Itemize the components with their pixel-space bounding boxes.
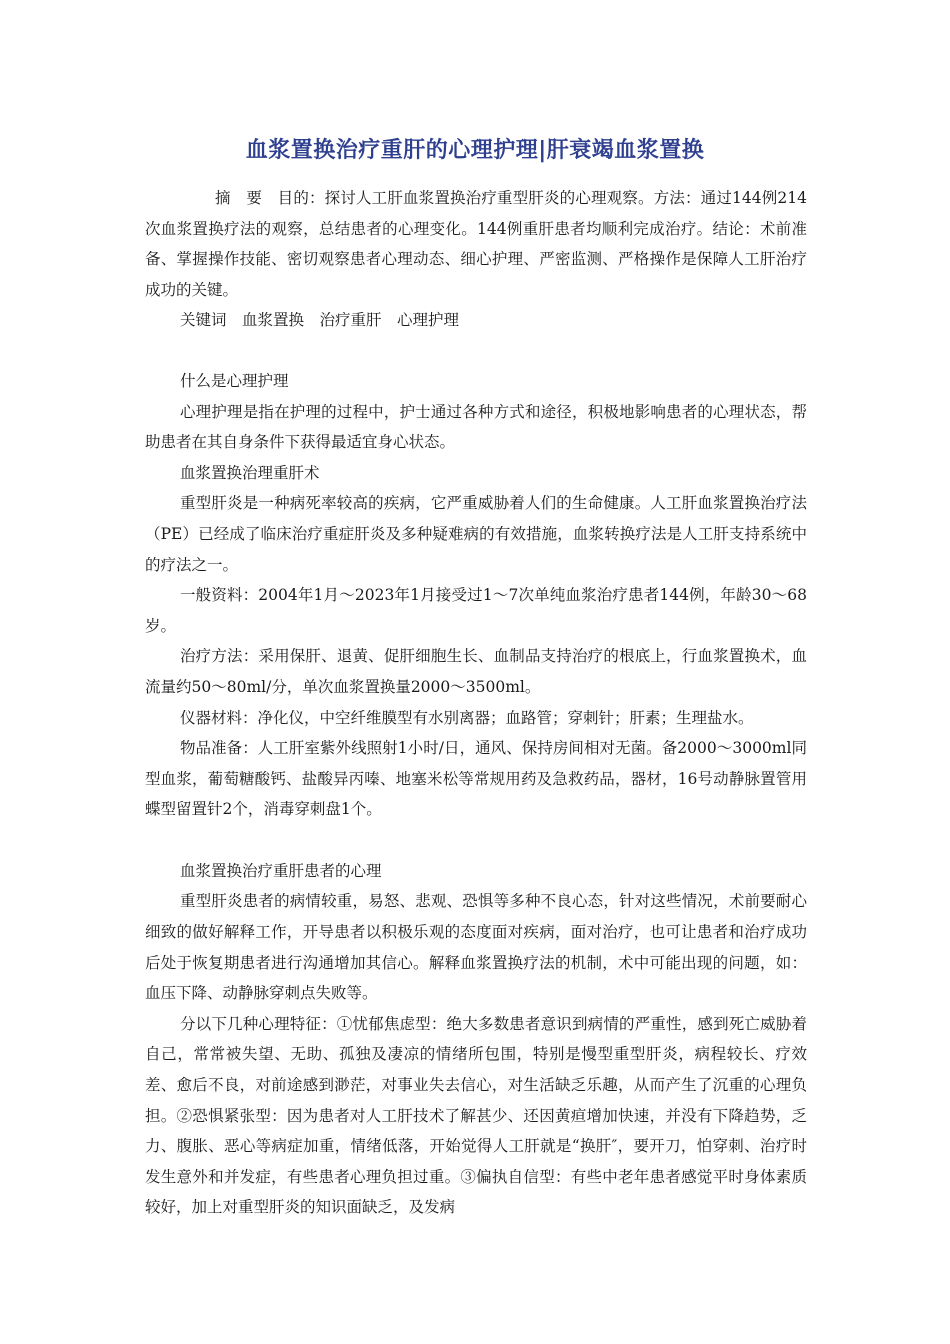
section-paragraph-characteristics: 分以下几种心理特征：①忧郁焦虑型：绝大多数患者意识到病情的严重性，感到死亡威胁着自己，常常被失望、无助、孤独及凄凉的情绪所包围，特别是慢型重型肝炎，病程较长、疗效差、愈后不良，对前途感到渺茫，对事业失去信心，对生活缺乏乐趣，从而产生了沉重的心理负担。②恐惧紧张型：因为患者对人工肝技术了解甚少、还因黄疸增加快速，并没有下降趋势，乏力、腹胀、恶心等病症加重，情绪低落，开始觉得人工肝就是“换肝″，要开刀，怕穿刺、治疗时发生意外和并发症，有些患者心理负担过重。③偏执自信型：有些中老年患者感觉平时身体素质较好，加上对重型肝炎的知识面缺乏，及发病	[145, 1014, 807, 1217]
document-body	[145, 183, 807, 1223]
section-paragraph: 心理护理是指在护理的过程中，护士通过各种方式和途径，积极地影响患者的心理状态，帮助患者在其自身条件下获得最适宜身心状态。	[145, 402, 807, 452]
section-paragraph: 重型肝炎患者的病情较重，易怒、悲观、恐惧等多种不良心态，针对这些情况，术前要耐心细致的做好解释工作，开导患者以积极乐观的态度面对疾病，面对治疗，也可让患者和治疗成功后处于恢复期患者进行沟通增加其信心。解释血浆置换疗法的机制，术中可能出现的问题，如：血压下降、动静脉穿刺点失败等。	[145, 892, 807, 1003]
paragraph-gap	[145, 336, 807, 366]
paragraph-gap	[145, 825, 807, 856]
document-title: 血浆置换治疗重肝的心理护理|肝衰竭血浆置换	[245, 138, 705, 163]
section-paragraph-instruments: 仪器材料：净化仪，中空纤维膜型有水别离器；血路管；穿刺针；肝素；生理盐水。	[180, 708, 754, 727]
section-heading-patient-psychology: 血浆置换治疗重肝患者的心理	[180, 861, 382, 880]
section-paragraph-general-data: 一般资料：2004年1月～2023年1月接受过1～7次单纯血浆治疗患者144例，年龄30～68岁。	[145, 586, 807, 635]
section-paragraph-preparation: 物品准备：人工肝室紫外线照射1小时/日，通风、保持房间相对无菌。备2000～3000ml同型血浆，葡萄糖酸钙、盐酸异丙嗪、地塞米松等常规用药及急救药品，器材，16号动静脉置管用蝶型留置针2个，消毒穿刺盘1个。	[145, 739, 807, 819]
abstract-paragraph: 摘 要 目的：探讨人工肝血浆置换治疗重型肝炎的心理观察。方法：通过144例214次血浆置换疗法的观察，总结患者的心理变化。144例重肝患者均顺利完成治疗。结论：术前准备、掌握操作技能、密切观察患者心理动态、细心护理、严密监测、严格操作是保障人工肝治疗成功的关键。	[145, 189, 807, 299]
section-heading-what-is-psych-care: 什么是心理护理	[180, 371, 289, 390]
keywords-line: 关键词 血浆置换 治疗重肝 心理护理	[180, 311, 460, 330]
section-heading-plasma-exchange: 血浆置换治理重肝术	[180, 463, 320, 482]
section-paragraph-method: 治疗方法：采用保肝、退黄、促肝细胞生长、血制品支持治疗的根底上，行血浆置换术，血流量约50～80ml/分，单次血浆置换量2000～3500ml。	[145, 647, 807, 696]
section-paragraph: 重型肝炎是一种病死率较高的疾病，它严重威胁着人们的生命健康。人工肝血浆置换治疗法（PE）已经成了临床治疗重症肝炎及多种疑难病的有效措施，血浆转换疗法是人工肝支持系统中的疗法之一。	[145, 494, 807, 574]
